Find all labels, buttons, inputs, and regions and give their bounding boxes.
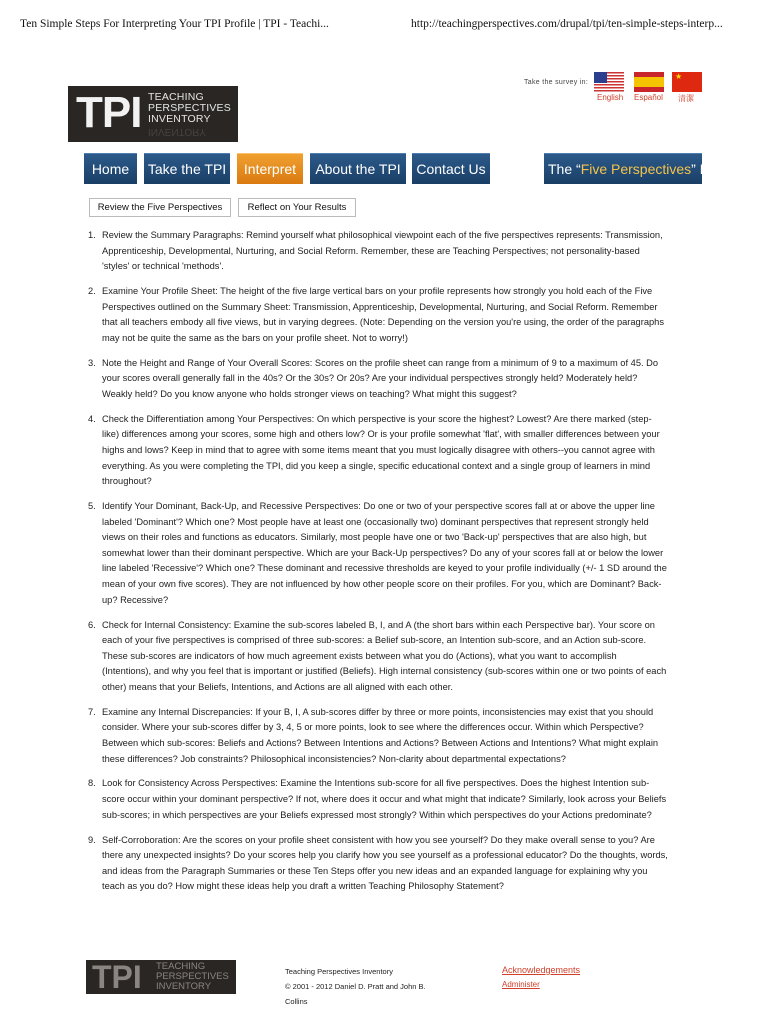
- nav-interpret[interactable]: Interpret: [237, 153, 303, 184]
- footer-logo-mark: TPI: [92, 959, 142, 995]
- logo-word: PERSPECTIVES: [148, 102, 231, 114]
- step-item: 8. Look for Consistency Across Perspectives: Examine the Intentions sub-score for all five perspectives. Does the highest Intention sub-score occur within your dominant perspective? If not, where does it occur and what might that indicate? Similarly, look across your Beliefs sub-scores; in which perspectives are your Beliefs expressed most strongly? Within which perspectives do your Actions predominate?: [88, 778, 667, 820]
- step-item: 1. Review the Summary Paragraphs: Remind yourself what philosophical viewpoint each of the five perspectives represents: Transmission, Apprenticeship, Developmental, Nurturing, and Social Reform. Remember, these are Teaching Perspectives; not personality-based 'styles' or technical 'methods'.: [88, 230, 663, 272]
- logo-word: INVENTORY: [148, 113, 211, 125]
- logo-word: TEACHING: [148, 91, 204, 103]
- step-text: Examine Your Profile Sheet: The height of the five large vertical bars on your profile represents how strongly you hold each of the Five Perspectives outlined on the Summary Sheet: Transmission, Apprenticeship, Developmental, Nurturing, and Social Reform. Remember that all teachers embody all five views, but in varying degrees. (Note: Depending on the version you're using, the order of the paragraphs may not be quite the same as the bars on your profile sheet. Not to worry!): [102, 286, 664, 343]
- step-item: 7. Examine any Internal Discrepancies: If your B, I, A sub-scores differ by three or more points, inconsistencies may exist that you should consider. Where your sub-scores differ by 3, 4, 5 or more points, look to see where the differences occur. Within which Perspective? Between which sub-scores: Beliefs and Actions? Between Intentions and Actions? Between Actions and Intentions? What might explain these differences? Job constraints? Philosophical inconsistencies? Non-clarity about departmental expectations?: [88, 706, 659, 764]
- tpi-logo[interactable]: [68, 86, 238, 142]
- page-title: Ten Simple Steps For Interpreting Your TPI Profile | TPI - Teachi...: [20, 18, 329, 30]
- step-text: Identify Your Dominant, Back-Up, and Recessive Perspectives: Do one or two of your perspective scores fall at or above the upper line labeled 'Dominant'? Which one? Most people have at least one (occasionally two) dominant perspectives that represent strongly held views on their roles and functions as educators. Similarly, most people have one or two 'Back-up' perspectives that are also high, but somewhat lower than their dominant perspective. Which are your Back-Up perspectives? Do any of your scores fall at or below the lower line labeled 'Recessive'? Which one? These dominant and recessive thresholds are keyed to your profile individually (+/- 1 SD around the mean of your own five scores). They are not influenced by how other people score on their profiles. For you, which are Dominant? Back-up? Recessive?: [102, 501, 667, 605]
- administer-link[interactable]: Administer: [502, 980, 540, 989]
- footer-copyright: © 2001 - 2012 Daniel D. Pratt and John B. Collins: [285, 982, 426, 1006]
- step-text: Check the Differentiation among Your Perspectives: On which perspective is your score the highest? Lowest? Are there marked (step-like) differences among your scores, some high and others low? Or is your profile somewhat 'flat', with smaller differences between your highs and lows? Keep in mind that to agree with some items meant that you must logically disagree with others--you cannot agree with everything. As you were completing the TPI, did you keep a single, specific educational context and a single group of learners in mind throughout?: [102, 413, 660, 487]
- banner-highlight: Five Perspectives: [580, 161, 692, 177]
- step-item: 3. Note the Height and Range of Your Overall Scores: Scores on the profile sheet can range from a minimum of 9 to a maximum of 45. Do your scores overall generally fall in the 40s? Or the 30s? Or 20s? Are your individual perspectives strongly held? Moderately held? Weakly held? Do you know anyone who holds stronger views on teaching? What might this suggest?: [88, 357, 659, 399]
- language-link-spanish[interactable]: Español: [634, 93, 663, 102]
- step-item: 9. Self-Corroboration: Are the scores on your profile sheet consistent with how you see yourself? Do they make overall sense to you? Are there any unexpected insights? Do your scores help you clarify how you see yourself as a professional educator? Do the thoughts, words, and ideas from the Paragraph Summaries or these Ten Steps offer you new ideas and an expanded language for explaining why you teach as you do? How might these ideas help you draft a written Teaching Philosophy Statement?: [88, 834, 668, 892]
- step-text: Examine any Internal Discrepancies: If your B, I, A sub-scores differ by three or more points, inconsistencies may exist that you should consider. Where your sub-scores differ by 3, 4, 5 or more points, look to see where the differences occur. Within which Perspective? Between which sub-scores: Beliefs and Actions? Between Intentions and Actions? Between Actions and Intentions? What might explain these differences? Job constraints? Philosophical inconsistencies? Non-clarity about departmental expectations?: [102, 706, 659, 764]
- steps-list: [88, 228, 668, 904]
- footer-logo-word: TEACHING: [156, 961, 206, 972]
- step-text: Review the Summary Paragraphs: Remind yourself what philosophical viewpoint each of the five perspectives represents: Transmission, Apprenticeship, Developmental, Nurturing, and Social Reform. Remember, these are Teaching Perspectives; not personality-based 'styles' or technical 'methods'.: [102, 230, 663, 272]
- nav-about-the-tpi[interactable]: About the TPI: [310, 153, 406, 184]
- nav-take-the-tpi[interactable]: Take the TPI: [144, 153, 230, 184]
- nav-home[interactable]: Home: [84, 153, 137, 184]
- acknowledgements-link[interactable]: Acknowledgements: [502, 965, 581, 975]
- china-flag-icon[interactable]: ★: [672, 72, 702, 92]
- spain-flag-icon[interactable]: [634, 72, 664, 92]
- logo-mark: TPI: [76, 88, 142, 137]
- footer-site-name: Teaching Perspectives Inventory: [285, 967, 393, 976]
- banner-prefix: The “: [548, 161, 581, 177]
- footer-logo[interactable]: [86, 960, 236, 994]
- nav-contact-us[interactable]: Contact Us: [412, 153, 490, 184]
- tab-reflect-on-results[interactable]: Reflect on Your Results: [238, 198, 356, 217]
- step-text: Self-Corroboration: Are the scores on your profile sheet consistent with how you see yourself? Do they make overall sense to you? Are there any unexpected insights? Do your scores help you clarify how you see yourself as a professional educator? Do the thoughts, words, and ideas from the Paragraph Summaries or these Ten Steps offer you new ideas and an expanded language for explaining why you teach as you do? How might these ideas help you draft a written Teaching Philosophy Statement?: [102, 834, 668, 892]
- language-link-english[interactable]: English: [597, 93, 624, 102]
- step-item: 6. Check for Internal Consistency: Examine the sub-scores labeled B, I, and A (the short bars within each Perspective bar). Your score on each of your five perspectives is comprised of three sub-scores: a Belief sub-score, an Intention sub-score, and an Action sub-score. These sub-scores are indicators of how much agreement exists between what you do (Actions), what you want to accomplish (Intentions), and why you feel that is important or justified (Beliefs). High internal consistency (sub-scores within one or two points of each other) means that your Beliefs, Intentions, and Actions are all aligned with each other.: [88, 619, 667, 692]
- step-text: Check for Internal Consistency: Examine the sub-scores labeled B, I, and A (the short bars within each Perspective bar). Your score on each of your five perspectives is comprised of three sub-scores: a Belief sub-score, an Intention sub-score, and an Action sub-score. These sub-scores are indicators of how much agreement exists between what you do (Actions), what you want to accomplish (Intentions), and why you feel that is important or justified (Beliefs). High internal consistency (sub-scores within one or two points of each other) means that your Beliefs, Intentions, and Actions are all aligned with each other.: [102, 619, 667, 692]
- step-item: 4. Check the Differentiation among Your Perspectives: On which perspective is your score the highest? Lowest? Are there marked (step-like) differences among your scores, some high and others low? Or is your profile somewhat 'flat', with smaller differences between your highs and lows? Keep in mind that to agree with some items meant that you must logically disagree with others--you cannot agree with everything. As you were completing the TPI, did you keep a single, specific educational context and a single group of learners in mind throughout?: [88, 413, 660, 487]
- language-link-chinese[interactable]: 清潔: [678, 94, 694, 103]
- step-text: Note the Height and Range of Your Overall Scores: Scores on the profile sheet can range from a minimum of 9 to a maximum of 45. Do your scores overall generally fall in the 40s? Or the 30s? Or 20s? Are your individual perspectives strongly held? Moderately held? Weakly held? Do you know anyone who holds stronger views on teaching? What might this suggest?: [102, 357, 659, 399]
- footer-logo-word: PERSPECTIVES: [156, 971, 229, 982]
- footer-credits: [285, 964, 435, 1009]
- footer-logo-word: INVENTORY: [156, 981, 212, 992]
- us-flag-icon[interactable]: [594, 72, 624, 92]
- step-text: Look for Consistency Across Perspectives: Examine the Intentions sub-score for all five perspectives. Does the highest Intention sub-score occur within your dominant perspective? If not, where does it occur and what might that indicate? Similarly, look across your Beliefs sub-scores; in which perspectives are your Beliefs expressed most strongly? Within which perspectives do your Actions predominate?: [102, 778, 667, 820]
- print-header: [20, 18, 748, 34]
- step-item: 2. Examine Your Profile Sheet: The height of the five large vertical bars on your profile represents how strongly you hold each of the Five Perspectives outlined on the Summary Sheet: Transmission, Apprenticeship, Developmental, Nurturing, and Social Reform. Remember that all teachers embody all five views, but in varying degrees. (Note: Depending on the version you're using, the order of the paragraphs may not be quite the same as the bars on your profile sheet. Not to worry!): [88, 286, 664, 343]
- footer-logo-words: [156, 962, 229, 992]
- banner-suffix: ” Boo: [691, 161, 725, 177]
- five-perspectives-book-banner[interactable]: [544, 153, 725, 184]
- logo-reflection: INVENTORY: [148, 126, 206, 137]
- logo-words: [148, 92, 231, 125]
- survey-label: Take the survey in:: [524, 79, 589, 86]
- tab-review-five-perspectives[interactable]: Review the Five Perspectives: [89, 198, 231, 217]
- step-item: 5. Identify Your Dominant, Back-Up, and Recessive Perspectives: Do one or two of your perspective scores fall at or above the upper line labeled 'Dominant'? Which one? Most people have at least one (occasionally two) dominant perspectives that represent strongly held views on their roles and functions as educators. Similarly, most people have one or two 'Back-up' perspectives that are also high, but somewhat lower than their dominant perspective. Which are your Back-Up perspectives? Do any of your scores fall at or below the lower line labeled 'Recessive'? Which one? These dominant and recessive thresholds are keyed to your profile individually (+/- 1 SD around the mean of your own five scores). They are not influenced by how other people score on their profiles. For you, which are Dominant? Back-up? Recessive?: [88, 501, 667, 605]
- page-url: http://teachingperspectives.com/drupal/tpi/ten-simple-steps-interp...: [411, 18, 723, 30]
